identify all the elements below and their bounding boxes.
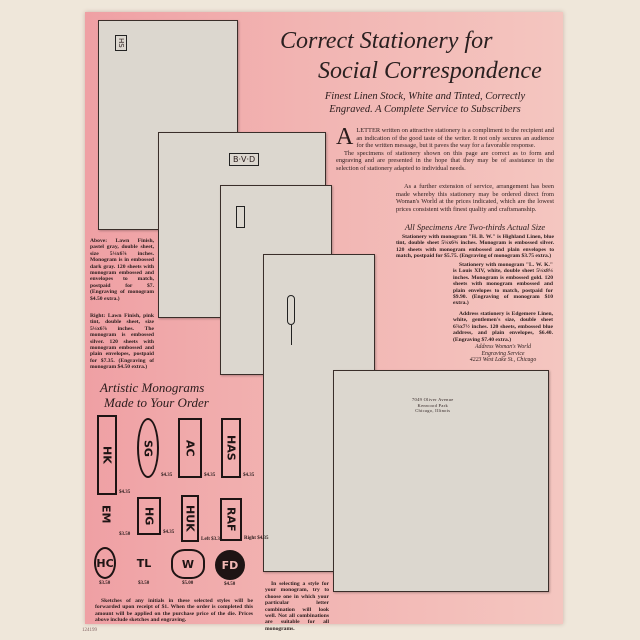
- monogram-price: $4.35: [243, 473, 255, 478]
- stationery-sheet-address: [333, 370, 549, 592]
- monogram-hg: HG: [137, 497, 161, 535]
- article-text: [336, 124, 554, 173]
- monogram-w: W: [171, 549, 205, 579]
- monogram-huk: HUK: [181, 495, 199, 542]
- drop-cap: A: [336, 124, 354, 150]
- monogram-price: Right $4.35: [244, 536, 269, 541]
- monogram-lwk-icon: [287, 295, 295, 325]
- address-line: 7049 Oliver Avenue: [412, 397, 454, 402]
- page-title-line1: Correct Stationery for: [280, 28, 493, 54]
- monograms-heading-line2: Made to Your Order: [104, 395, 209, 410]
- page-subtitle: Finest Linen Stock, White and Tinted, Correctly Engraved. A Complete Service to Subscribers: [324, 91, 526, 115]
- caption-right: Right: Lawn Finish, pink tint, double sheet, size 5¼x6⅞ inches. The monogram is embossed silver. 120 sheets with monogram embossed and plain envelopes, postpaid for $7.35. (Engraving of monogram $4.50 extra.): [90, 313, 154, 371]
- sketches-note: Sketches of any initials in these selected styles will be forwarded upon receipt of $1. When the order is completed this amount will be applied on the purchase price of the die. Prices above include sketches and engraving.: [95, 598, 253, 624]
- monograms-heading-line1: Artistic Monograms: [100, 380, 205, 395]
- monogram-price: Left $3.35: [201, 537, 223, 542]
- address-line: Kenwood Park: [417, 402, 449, 408]
- caption-above: Above: Lawn Finish, pastel gray, double sheet, size 5¼x6⅞ inches. Monogram is in embossed dark gray. 120 sheets with monogram embossed and envelopes to match, postpaid for $7. (Engraving of monogram $4.50 extra.): [90, 238, 154, 302]
- monogram-bvd: B·V·D: [229, 153, 259, 166]
- monogram-price: $3.50: [99, 581, 111, 586]
- address-line: Chicago, Illinois: [415, 408, 451, 413]
- monogram-price: $4.35: [161, 473, 173, 478]
- order-address-line: 4223 West Lake St., Chicago: [469, 357, 537, 364]
- monogram-has: HAS: [221, 418, 241, 478]
- order-address-line: Engraving Service: [481, 350, 525, 357]
- monogram-sg: SG: [137, 418, 159, 478]
- article-paragraph-4: Stationery with monogram "H. B. W." is Highland Linen, blue tint, double sheet 5¼x6¾ inches. Monogram is embossed silver. 120 sheets with monogram embossed and plain envelopes to match, postpaid for $5.75. (Engraving of monogram $3.75 extra.): [396, 234, 554, 260]
- monogram-fd: FD: [215, 550, 245, 580]
- monogram-hc: HC: [94, 547, 116, 579]
- monogram-price: $5.00: [182, 581, 194, 586]
- order-address: [453, 344, 553, 364]
- monogram-hs: HS: [115, 35, 127, 51]
- monograms-heading: [100, 380, 209, 410]
- article-paragraph-3: As a further extension of service, arrangement has been made whereby this stationery may be ordered direct from Woman's World at the prices indicated, which are the lowest prices consistent with finest quality and craftsmanship.: [396, 183, 554, 213]
- monogram-price: $4.50: [224, 582, 236, 587]
- monogram-pendant-line: [291, 325, 292, 345]
- monogram-price: $4.35: [204, 473, 216, 478]
- monogram-em: EM: [99, 505, 113, 524]
- article-paragraph-6: Address stationery is Edgemere Linen, white, gentlemen's size, double sheet 6⅞x7½ inches. 120 sheets, embossed blue address, and plain envelopes, $6.40. (Engraving $7.40 extra.): [453, 311, 553, 343]
- monogram-raf: RAF: [220, 498, 242, 541]
- monogram-hk: HK: [97, 415, 117, 495]
- specimens-heading: All Specimens Are Two-thirds Actual Size: [404, 222, 546, 232]
- page-title-line2: Social Correspondence: [318, 58, 542, 84]
- style-note: In selecting a style for your monogram, try to choose one in which your particular letter combination will look well. Not all combinations are suitable for all monograms.: [265, 581, 329, 632]
- monogram-price: $4.35: [119, 490, 131, 495]
- monogram-price: $4.35: [163, 530, 175, 535]
- monogram-ac: AC: [178, 418, 202, 478]
- monogram-price: $3.50: [119, 532, 131, 537]
- article-paragraph-1: ALETTER written on attractive stationery is a compliment to the recipient and an indication of the good taste of the writer. It not only secures an audience for the written message, but it paves the way for a favorable response.: [336, 124, 554, 150]
- address-block: [412, 397, 454, 414]
- monogram-hbw-icon: [236, 206, 245, 228]
- article-paragraph-5: Stationery with monogram "L. W. K." is Louis XIV, white, double sheet 5¼x8¼ inches. Monogram is embossed gold. 120 sheets with monogram embossed and plain envelopes to match, postpaid for $9.90. (Engraving of monogram $10 extra.): [453, 262, 553, 307]
- order-address-line: Address Woman's World: [475, 344, 531, 350]
- article-paragraph-2: The specimens of stationery shown on this page are correct as to form and engraving and are presented in the hope that they may be of assistance in the selection of stationery adapted to individual needs.: [336, 149, 554, 172]
- monogram-tl: TL: [136, 556, 152, 570]
- page-code: 124199: [82, 628, 97, 633]
- monogram-price: $3.50: [138, 581, 150, 586]
